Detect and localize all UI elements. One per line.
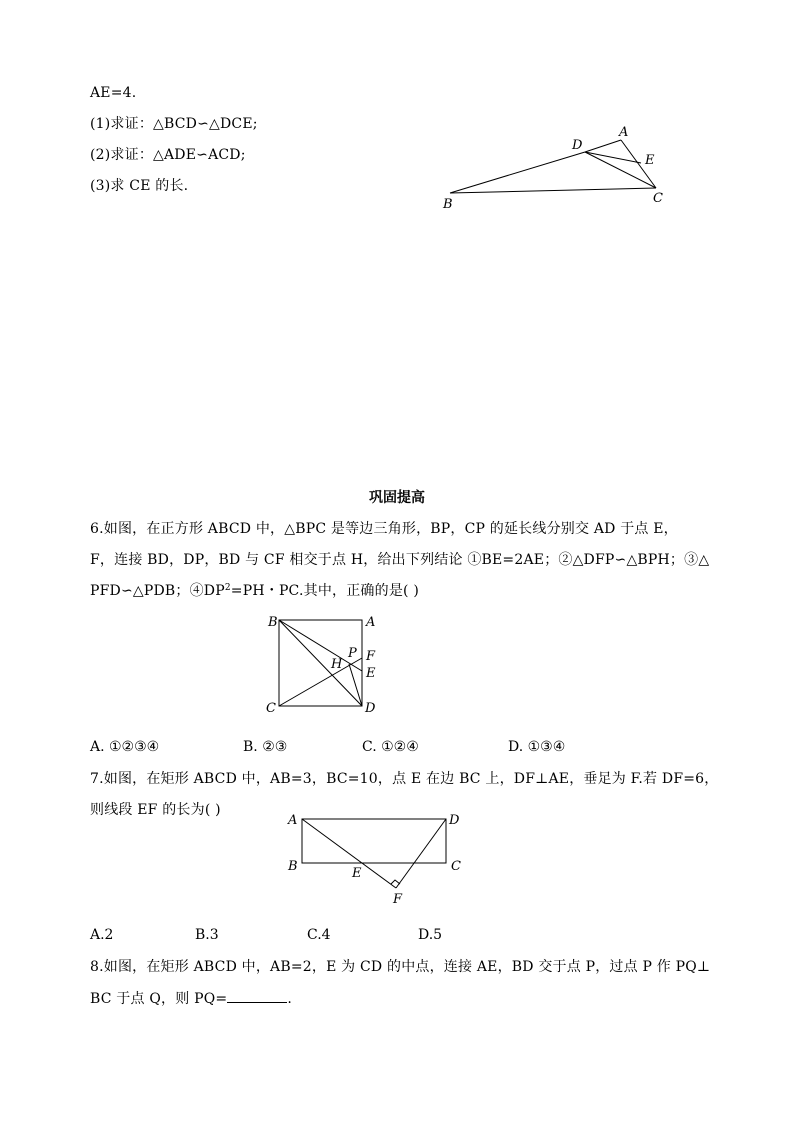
p5-line-0: AE=4. bbox=[90, 85, 137, 101]
q6-option-a[interactable]: A. ①②③④ bbox=[90, 739, 160, 755]
section-title: 巩固提高 bbox=[369, 490, 425, 506]
label-D: D bbox=[365, 701, 376, 716]
label-A: A bbox=[288, 813, 298, 828]
label-D: D bbox=[572, 138, 583, 153]
q7-line-1: 7.如图，在矩形 ABCD 中，AB=3，BC=10，点 E 在边 BC 上，DF⊥AE，垂足为 F.若 DF=6， bbox=[90, 771, 719, 787]
p5-line-3: (3)求 CE 的长. bbox=[90, 178, 189, 194]
p5-line-2: (2)求证：△ADE∽ACD; bbox=[90, 147, 246, 163]
label-C: C bbox=[653, 191, 663, 206]
seg-DF bbox=[396, 819, 446, 888]
label-B: B bbox=[268, 615, 278, 630]
seg-AF bbox=[302, 819, 396, 888]
q7-option-a[interactable]: A.2 bbox=[90, 927, 114, 943]
label-C: C bbox=[266, 701, 276, 716]
label-F: F bbox=[366, 649, 376, 664]
q6-line-2: F，连接 BD，DP，BD 与 CF 相交于点 H，给出下列结论 ①BE=2AE；②△DFP∽△BPH；③△ bbox=[90, 552, 710, 568]
q7-option-d[interactable]: D.5 bbox=[418, 927, 443, 943]
right-angle-mark bbox=[391, 880, 400, 884]
q6-line-3: PFD∽△PDB；$④DP^2=PH$・PC.其中，正确的是( ) bbox=[90, 583, 419, 599]
q8-line-1: 8.如图，在矩形 ABCD 中，AB=2，E 为 CD 的中点，连接 AE，BD 交于点 P，过点 P 作 PQ⊥ bbox=[90, 959, 711, 975]
label-A: A bbox=[366, 615, 376, 630]
q6-line-1: 6.如图，在正方形 ABCD 中，△BPC 是等边三角形，BP，CP 的延长线分别交 AD 于点 E， bbox=[90, 521, 678, 537]
q6-option-d[interactable]: D. ①③④ bbox=[508, 739, 566, 755]
label-P: P bbox=[348, 646, 357, 661]
label-D: D bbox=[449, 813, 460, 828]
label-B: B bbox=[288, 859, 298, 874]
q7-option-c[interactable]: C.4 bbox=[307, 927, 331, 943]
label-E: E bbox=[352, 866, 362, 881]
q6-option-c[interactable]: C. ①②④ bbox=[362, 739, 419, 755]
label-E: E bbox=[366, 666, 376, 681]
label-E: E bbox=[645, 153, 655, 168]
p5-line-1: (1)求证：△BCD∽△DCE; bbox=[90, 116, 258, 132]
label-A: A bbox=[619, 125, 629, 140]
q8-line-2: BC 于点 Q，则 PQ= . bbox=[90, 988, 292, 1009]
rect-ABCD bbox=[302, 819, 446, 863]
label-C: C bbox=[451, 859, 461, 874]
q7-option-b[interactable]: B.3 bbox=[195, 927, 219, 943]
label-F: F bbox=[393, 892, 403, 907]
answer-blank[interactable] bbox=[227, 988, 287, 1003]
q6-option-b[interactable]: B. ②③ bbox=[243, 739, 288, 755]
q7-line-2: 则线段 EF 的长为( ) bbox=[90, 802, 221, 818]
label-B: B bbox=[443, 197, 453, 212]
label-H: H bbox=[331, 657, 343, 672]
